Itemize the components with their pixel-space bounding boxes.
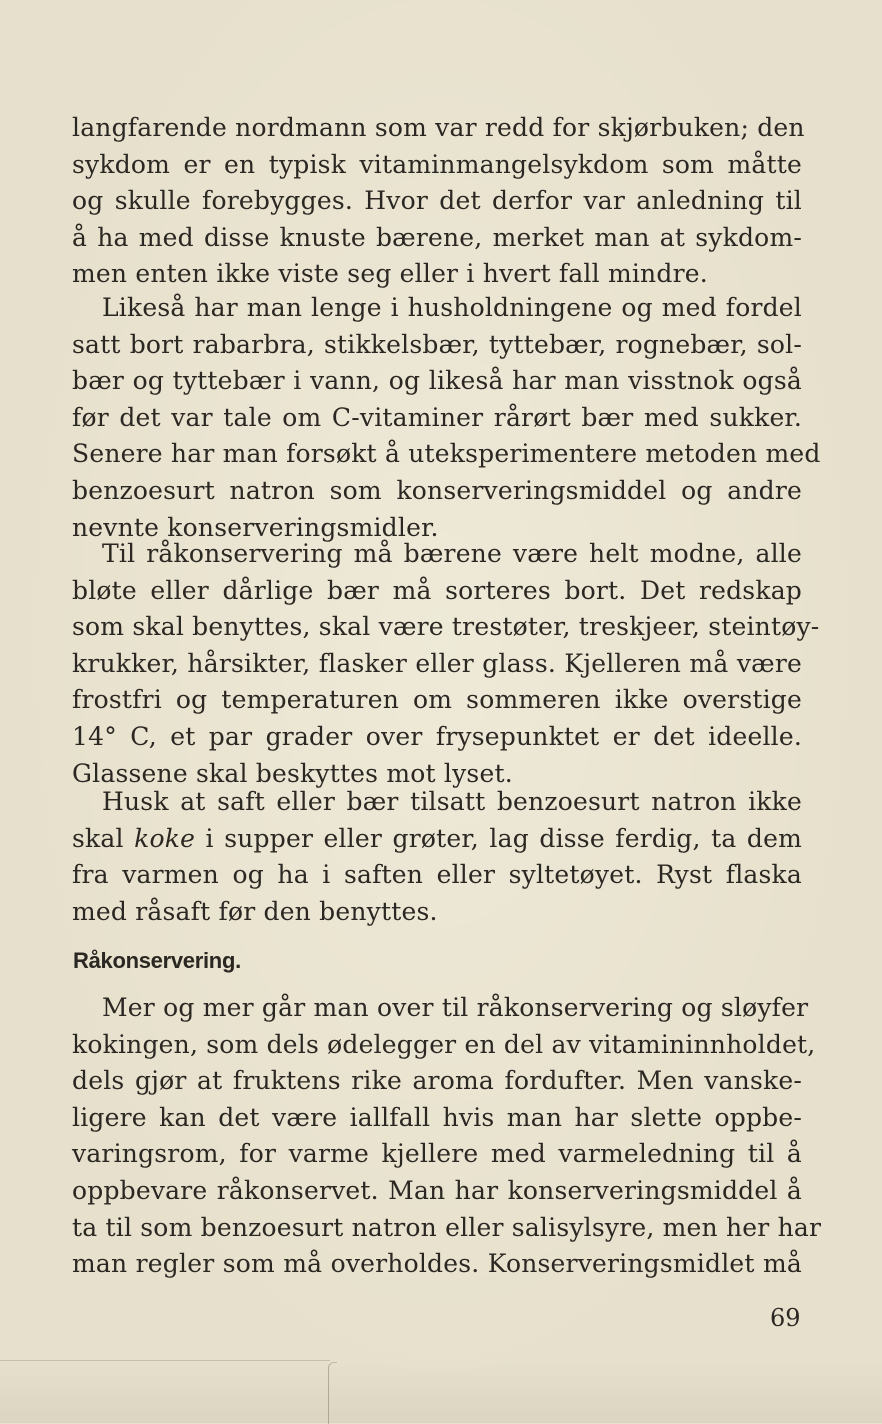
- text-line: sykdom er en typisk vitaminmangelsykdom som måtte: [72, 149, 802, 179]
- section-heading: Råkonservering.: [73, 948, 241, 973]
- text-line: ligere kan det være iallfall hvis man har slette oppbe-: [72, 1102, 802, 1132]
- text-line: Likeså har man lenge i husholdningene og med fordel: [102, 293, 802, 322]
- text-line: benzoesurt natron som konserveringsmiddel og andre: [72, 475, 802, 505]
- text-line: oppbevare råkonservet. Man har konserveringsmiddel å: [72, 1175, 802, 1205]
- text-line: Glassene skal beskyttes mot lyset.: [72, 758, 513, 788]
- paragraph-1: [72, 110, 805, 293]
- text-line: 14° C, et par grader over frysepunktet er det ideelle.: [72, 721, 802, 751]
- text-line: ta til som benzoesurt natron eller salisylsyre, men her har: [72, 1212, 822, 1242]
- page-number: 69: [770, 1304, 801, 1332]
- text-line: satt bort rabarbra, stikkelsbær, tyttebær, rognebær, sol-: [72, 329, 802, 359]
- text-line: nevnte konserveringsmidler.: [72, 512, 439, 542]
- text-line: bløte eller dårlige bær må sorteres bort. Det redskap: [72, 575, 802, 605]
- text-line: bær og tyttebær i vann, og likeså har man visstnok også: [72, 366, 802, 396]
- paragraph-5: [72, 990, 822, 1283]
- text-line: [72, 821, 802, 858]
- page-fold-mark: [328, 1362, 337, 1424]
- page-edge-line: [0, 1360, 330, 1361]
- text-line: langfarende nordmann som var redd for skjørbuken; den: [72, 113, 805, 142]
- text-line: og skulle forebygges. Hvor det derfor var anledning til: [72, 186, 802, 216]
- text-line: varingsrom, for varme kjellere med varmeledning til å: [72, 1139, 802, 1169]
- text-line: Til råkonservering må bærene være helt modne, alle: [102, 539, 802, 568]
- text-line: Senere har man forsøkt å uteksperimentere metoden med: [72, 439, 821, 469]
- paragraph-4: [72, 784, 802, 930]
- text-line: krukker, hårsikter, flasker eller glass. Kjelleren må være: [72, 648, 802, 678]
- text-line: men enten ikke viste seg eller i hvert fall mindre.: [72, 259, 708, 289]
- text-segment: i supper eller grøter, lag disse ferdig, ta dem: [195, 823, 802, 853]
- text-line: dels gjør at fruktens rike aroma fordufter. Men vanske-: [72, 1066, 802, 1096]
- paragraph-3: [72, 536, 820, 792]
- text-line: Husk at saft eller bær tilsatt benzoesurt natron ikke: [102, 787, 802, 816]
- page-bottom-shadow: [0, 1360, 882, 1423]
- text-line: fra varmen og ha i saften eller syltetøyet. Ryst flaska: [72, 860, 802, 890]
- text-line: kokingen, som dels ødelegger en del av vitamininnholdet,: [72, 1029, 816, 1059]
- text-line: som skal benyttes, skal være trestøter, treskjeer, steintøy-: [72, 612, 820, 642]
- text-segment: skal: [72, 823, 135, 853]
- text-line: man regler som må overholdes. Konserveringsmidlet må: [72, 1249, 802, 1279]
- text-line: Mer og mer går man over til råkonservering og sløyfer: [102, 993, 809, 1022]
- emphasized-word: koke: [134, 823, 196, 853]
- text-line: med råsaft før den benyttes.: [72, 896, 438, 926]
- text-line: å ha med disse knuste bærene, merket man at sykdom-: [72, 222, 802, 252]
- text-line: før det var tale om C-vitaminer rårørt bær med sukker.: [72, 402, 802, 432]
- text-line: frostfri og temperaturen om sommeren ikke overstige: [72, 685, 802, 715]
- paragraph-2: [72, 290, 821, 546]
